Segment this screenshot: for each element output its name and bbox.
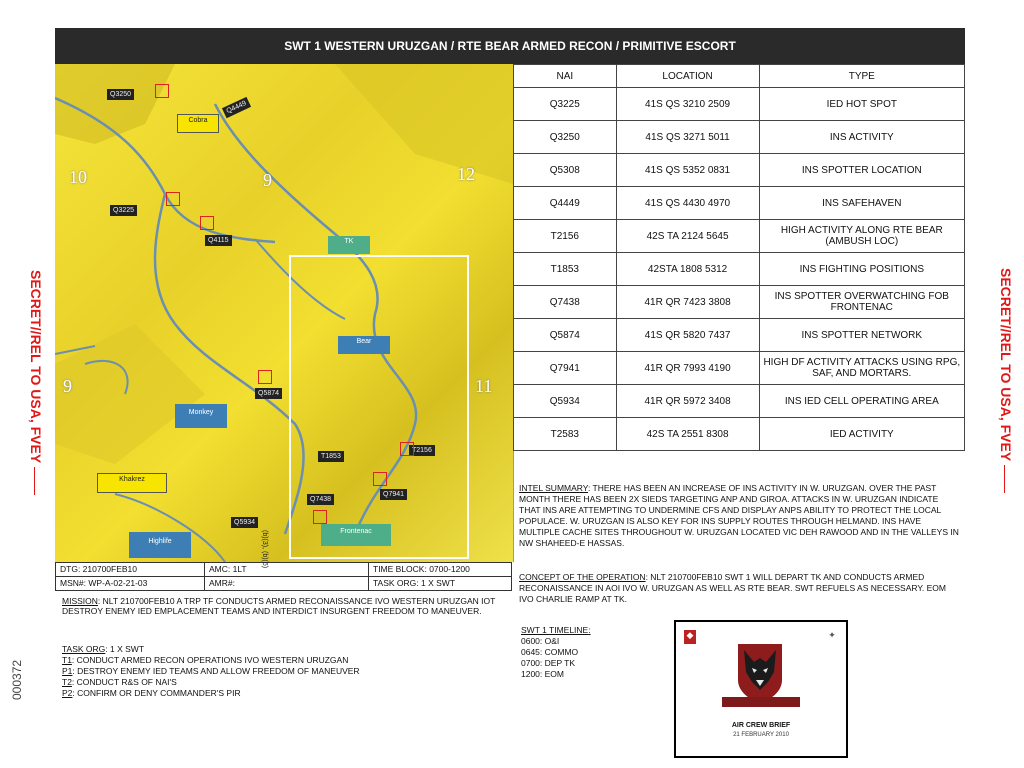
nai-marker-q5874 — [258, 370, 272, 384]
location-cell: 41S QS 3210 2509 — [616, 88, 759, 121]
location-cell: 41S QR 5820 7437 — [616, 319, 759, 352]
classification-marking-left: SECRET//REL TO USA, FVEY — [28, 270, 44, 495]
nai-label-q3250: Q3250 — [107, 89, 134, 100]
table-row — [514, 319, 965, 352]
site-label-tk: TK — [328, 236, 370, 254]
nai-label-q5934: Q5934 — [231, 517, 258, 528]
swt-timeline — [521, 625, 671, 680]
location-cell: 41R QR 7423 3808 — [616, 286, 759, 319]
type-cell: HIGH DF ACTIVITY ATTACKS USING RPG, SAF, AND MORTARS. — [759, 352, 964, 385]
nai-marker-q4115 — [200, 216, 214, 230]
nai-cell: Q7438 — [514, 286, 617, 319]
nai-marker-q7941 — [373, 472, 387, 486]
table-row — [514, 253, 965, 286]
table-row — [514, 187, 965, 220]
type-cell: INS ACTIVITY — [759, 121, 964, 154]
grid-label-12: 12 — [457, 164, 475, 184]
amc-field: AMC: 1LT — [205, 563, 369, 576]
time-block-field: TIME BLOCK: 0700-1200 — [373, 564, 470, 574]
type-cell: IED HOT SPOT — [759, 88, 964, 121]
nai-label-q7438: Q7438 — [307, 494, 334, 505]
location-cell: 42STA 1808 5312 — [616, 253, 759, 286]
briefing-title-banner — [55, 28, 965, 64]
dtg-field: DTG: 210700FEB10 — [56, 563, 205, 576]
nai-marker-t2156 — [400, 442, 414, 456]
info-row-1 — [56, 563, 511, 577]
classification-marking-right: SECRET//REL TO USA, FVEY — [998, 268, 1014, 493]
briefing-title: SWT 1 WESTERN URUZGAN / RTE BEAR ARMED RECON / PRIMITIVE ESCORT — [284, 39, 736, 53]
site-label-monkey: Monkey — [175, 404, 227, 428]
task-org-block — [62, 644, 507, 699]
header-location: LOCATION — [616, 65, 759, 88]
info-row-2 — [56, 577, 511, 590]
nai-cell: Q5308 — [514, 154, 617, 187]
page-number: 000372 — [10, 659, 24, 700]
concept-heading: CONCEPT OF THE OPERATION — [519, 572, 646, 582]
amr-field: AMR#: — [205, 577, 369, 590]
nai-cell: Q5934 — [514, 385, 617, 418]
location-cell: 41R QR 7993 4190 — [616, 352, 759, 385]
mission-info-bar — [55, 562, 512, 591]
mission-text: : NLT 210700FEB10 A TRP TF CONDUCTS ARMED RECONAISSANCE IVO WESTERN URUZGAN IOT DESTROY ENEMY IED EMPLACEMENT TEAMS AND INTERDICT INSURGENT FREEDOM TO MANEUVER. — [62, 596, 496, 616]
wings-icon: ✦ — [828, 630, 836, 640]
site-label-cobra: Cobra — [177, 114, 219, 133]
type-cell: INS SPOTTER NETWORK — [759, 319, 964, 352]
nai-label-q5874: Q5874 — [255, 388, 282, 399]
intel-summary-heading: INTEL SUMMARY — [519, 483, 588, 493]
nai-cell: Q3225 — [514, 88, 617, 121]
grid-label-11: 11 — [475, 376, 493, 396]
timeline-item: 0645: COMMO — [521, 647, 579, 657]
location-cell: 41S QS 5352 0831 — [616, 154, 759, 187]
nai-marker-q7438 — [313, 510, 327, 524]
site-label-highlife: Highlife — [129, 532, 191, 558]
table-row — [514, 352, 965, 385]
intel-summary-text: : THERE HAS BEEN AN INCREASE OF INS ACTIVITY IN W. URUZGAN. OVER THE PAST MONTH THERE HAS BEEN 2X SIEDS TARGETING ANP AND GIROA. ATTACKS IN W. URUZGAN INDICATE THAT INS ARE ATTEMPTING TO UNDERMINE CFS AND DISPLAY ANPS ABILITY TO PROTECT THE LOCAL POPULACE. W. URUZGAN IS ALSO KEY FOR INS SUPPLY ROUTES THROUGH HELMAND. INS HAVE MULTIPLE CACHE SITES THROUGHOUT W. URUZGAN LOCATED VIC DEH RAWOOD AND IN THE VALLEYS IN NW SHAHEED-E HASSAS. — [519, 483, 959, 548]
timeline-item: 0600: O&I — [521, 636, 560, 646]
type-cell: INS IED CELL OPERATING AREA — [759, 385, 964, 418]
nai-cell: Q4449 — [514, 187, 617, 220]
task-org-line: TASK ORG: 1 X SWT — [62, 644, 145, 654]
wolf-emblem-icon — [734, 642, 786, 704]
nai-cell: T2583 — [514, 418, 617, 451]
nai-marker-q3225 — [166, 192, 180, 206]
intel-summary — [519, 483, 961, 549]
type-cell: HIGH ACTIVITY ALONG RTE BEAR (AMBUSH LOC) — [759, 220, 964, 253]
header-nai: NAI — [514, 65, 617, 88]
nai-cell: T2156 — [514, 220, 617, 253]
site-label-frontenac: Frontenac — [321, 524, 391, 546]
type-cell: INS SAFEHAVEN — [759, 187, 964, 220]
mission-heading: MISSION — [62, 596, 98, 606]
location-cell: 41R QR 5972 3408 — [616, 385, 759, 418]
table-row — [514, 121, 965, 154]
mission-statement — [62, 596, 507, 616]
type-cell: INS SPOTTER LOCATION — [759, 154, 964, 187]
grid-label-9-south: 9 — [63, 376, 72, 396]
task-item: T2: CONDUCT R&S OF NAI'S — [62, 677, 177, 687]
table-row — [514, 286, 965, 319]
type-cell: IED ACTIVITY — [759, 418, 964, 451]
type-cell: INS SPOTTER OVERWATCHING FOB FRONTENAC — [759, 286, 964, 319]
purpose-item: P1: DESTROY ENEMY IED TEAMS AND ALLOW FREEDOM OF MANEUVER — [62, 666, 360, 676]
location-cell: 42S TA 2124 5645 — [616, 220, 759, 253]
nai-label-t2156: T2156 — [409, 445, 435, 456]
task-item: T1: CONDUCT ARMED RECON OPERATIONS IVO WESTERN URUZGAN — [62, 655, 349, 665]
nai-label-q3225: Q3225 — [110, 205, 137, 216]
nai-table — [513, 64, 965, 451]
card-title: AIR CREW BRIEF — [731, 722, 791, 729]
table-row — [514, 220, 965, 253]
nai-label-q4449: Q4449 — [222, 97, 251, 118]
nai-cell: Q5874 — [514, 319, 617, 352]
type-cell: INS FIGHTING POSITIONS — [759, 253, 964, 286]
nai-label-q4115: Q4115 — [205, 235, 232, 246]
table-row — [514, 385, 965, 418]
emblem-ribbon — [722, 697, 800, 707]
task-org-field: TASK ORG: 1 X SWT — [373, 578, 456, 588]
location-cell: 42S TA 2551 8308 — [616, 418, 759, 451]
site-label-bear: Bear — [338, 336, 390, 354]
msn-field: MSN#: WP-A-02-21-03 — [56, 577, 205, 590]
nai-cell: Q7941 — [514, 352, 617, 385]
concept-text: : NLT 210700FEB10 SWT 1 WILL DEPART TK AND CONDUCTS ARMED RECONAISSANCE IN AOI IVO W. URUZGAN AS WELL AS RTE BEAR. SWT REFUELS AS NECESSARY. EOM IVO CHARLIE RAMP AT TK. — [519, 572, 947, 604]
site-label-khakrez: Khakrez — [97, 473, 167, 493]
redaction-mark: (b)(3), (b)(6) — [261, 530, 268, 569]
nai-cell: Q3250 — [514, 121, 617, 154]
nai-cell: T1853 — [514, 253, 617, 286]
grid-label-9: 9 — [263, 170, 272, 190]
location-cell: 41S QS 3271 5011 — [616, 121, 759, 154]
card-date: 21 FEBRUARY 2010 — [733, 732, 789, 738]
nai-label-q7941: Q7941 — [380, 489, 407, 500]
nai-label-t1853: T1853 — [318, 451, 344, 462]
header-type: TYPE — [759, 65, 964, 88]
concept-of-operation — [519, 572, 961, 605]
operations-map — [55, 64, 514, 562]
timeline-item: 1200: EOM — [521, 669, 564, 679]
location-cell: 41S QS 4430 4970 — [616, 187, 759, 220]
classification-rule — [1004, 465, 1006, 493]
nai-table-header-row — [514, 65, 965, 88]
timeline-heading: SWT 1 TIMELINE: — [521, 625, 591, 635]
purpose-item: P2: CONFIRM OR DENY COMMANDER'S PIR — [62, 688, 241, 698]
grid-label-10: 10 — [69, 167, 87, 187]
timeline-item: 0700: DEP TK — [521, 658, 576, 668]
table-row — [514, 418, 965, 451]
table-row — [514, 88, 965, 121]
nai-marker-q3250 — [155, 84, 169, 98]
unit-patch-icon: ◆ — [684, 630, 696, 644]
classification-rule — [34, 467, 36, 495]
table-row — [514, 154, 965, 187]
air-crew-brief-card — [674, 620, 848, 758]
